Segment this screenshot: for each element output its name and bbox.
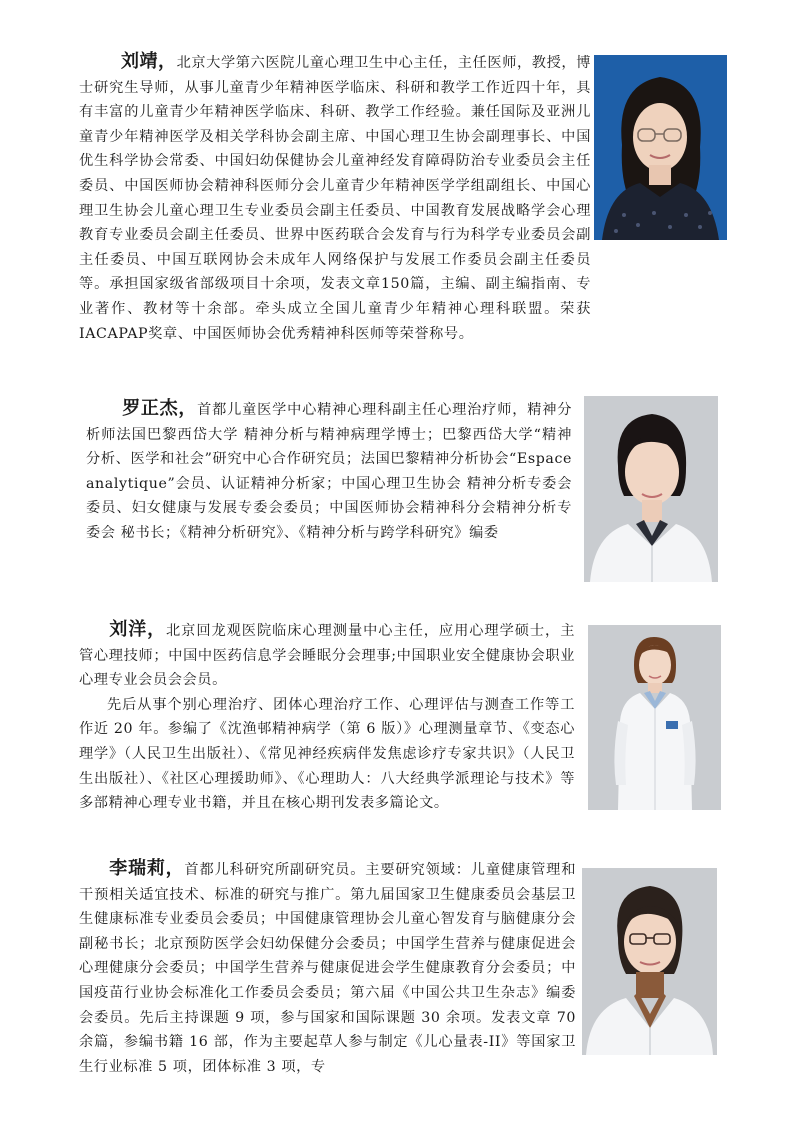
bio-description: 首都儿科研究所副研究员。主要研究领域：儿童健康管理和干预相关适宜技术、标准的研究与推广。第九届国家卫生健康委员会基层卫生健康标准专业委员会委员；中国健康管理协会儿童心智发育与脑健康分会副秘书长；北京预防医学会妇幼保健分会委员；中国学生营养与健康促进会心理健康分会委员；中国学生营养与健康促进会学生健康教育分会委员；中国疫苗行业协会标准化工作委员会委员；第六届《中国公共卫生杂志》编委会委员。先后主持课题 9 项，参与国家和国际课题 30 余项。发表文章 70 余篇，参编书籍 16 部，作为主要起草人参与制定《儿心量表-II》等国家卫生行业标准 5 项，团体标准 3 项，专: [79, 862, 576, 1075]
bio-description: 北京大学第六医院儿童心理卫生中心主任，主任医师，教授，博士研究生导师，从事儿童青少年精神医学临床、科研和教学工作近四十年，具有丰富的儿童青少年精神医学临床、科研、教学工作经验。兼任国际及亚洲儿童青少年精神医学及相关学科协会副主席、中国心理卫生协会副理事长、中国优生科学协会常委、中国妇幼保健协会儿童神经发育障碍防治专业委员会主任委员、中国医师协会精神科医师分会儿童青少年精神医学学组副组长、中国心理卫生协会儿童心理卫生专业委员会副主任委员、中国教育发展战略学会心理教育专业委员会副主任委员、世界中医药联合会发育与行为科学专业委员会副主任委员、中国互联网协会未成年人网络保护与发展工作委员会副主任委员等。承担国家级省部级项目十余项，发表文章150篇，主编、副主编指南、专业著作、教材等十余部。牵头成立全国儿童青少年精神心理科联盟。荣获IACAPAP奖章、中国医师协会优秀精神科医师等荣誉称号。: [79, 55, 591, 342]
person-name: 刘靖，: [121, 51, 177, 72]
bio-text-block: [79, 50, 591, 346]
bio-text-block: [86, 397, 572, 546]
bio-description-continued: 先后从事个别心理治疗、团体心理治疗工作、心理评估与测查工作等工作近 20 年。参编了《沈渔邨精神病学（第 6 版）》心理测量章节、《变态心理学》（人民卫生出版社）、《常见神经疾病伴发焦虑诊疗专家共识》（人民卫生出版社）、《社区心理援助师》、《心理助人：八大经典学派理论与技术》等多部精神心理专业书籍，并且在核心期刊发表多篇论文。: [79, 696, 575, 812]
bio-description: 首都儿童医学中心精神心理科副主任心理治疗师，精神分析师法国巴黎西岱大学 精神分析与精神病理学博士；巴黎西岱大学“精神分析、医学和社会”研究中心合作研究员；法国巴黎精神分析协会“Espace analytique”会员、认证精神分析家；中国心理卫生协会 精神分析专委会委员、妇女健康与发展专委会委员；中国医师协会精神科分会精神分析专委会 秘书长；《精神分析研究》、《精神分析与跨学科研究》编委: [86, 402, 572, 541]
person-name: 李瑞莉，: [109, 858, 185, 879]
bio-text-block: [79, 857, 576, 1079]
portrait-photo: [582, 868, 717, 1055]
person-name: 刘洋，: [109, 619, 166, 640]
bio-text-block: [79, 618, 575, 816]
portrait-photo: [584, 396, 718, 582]
portrait-photo: [588, 625, 721, 810]
person-name: 罗正杰，: [122, 398, 198, 419]
bio-description: 北京回龙观医院临床心理测量中心主任，应用心理学硕士，主管心理技师；中国中医药信息学会睡眠分会理事;中国职业安全健康协会职业心理专业会员会会员。: [79, 623, 576, 689]
portrait-photo: [594, 55, 727, 240]
